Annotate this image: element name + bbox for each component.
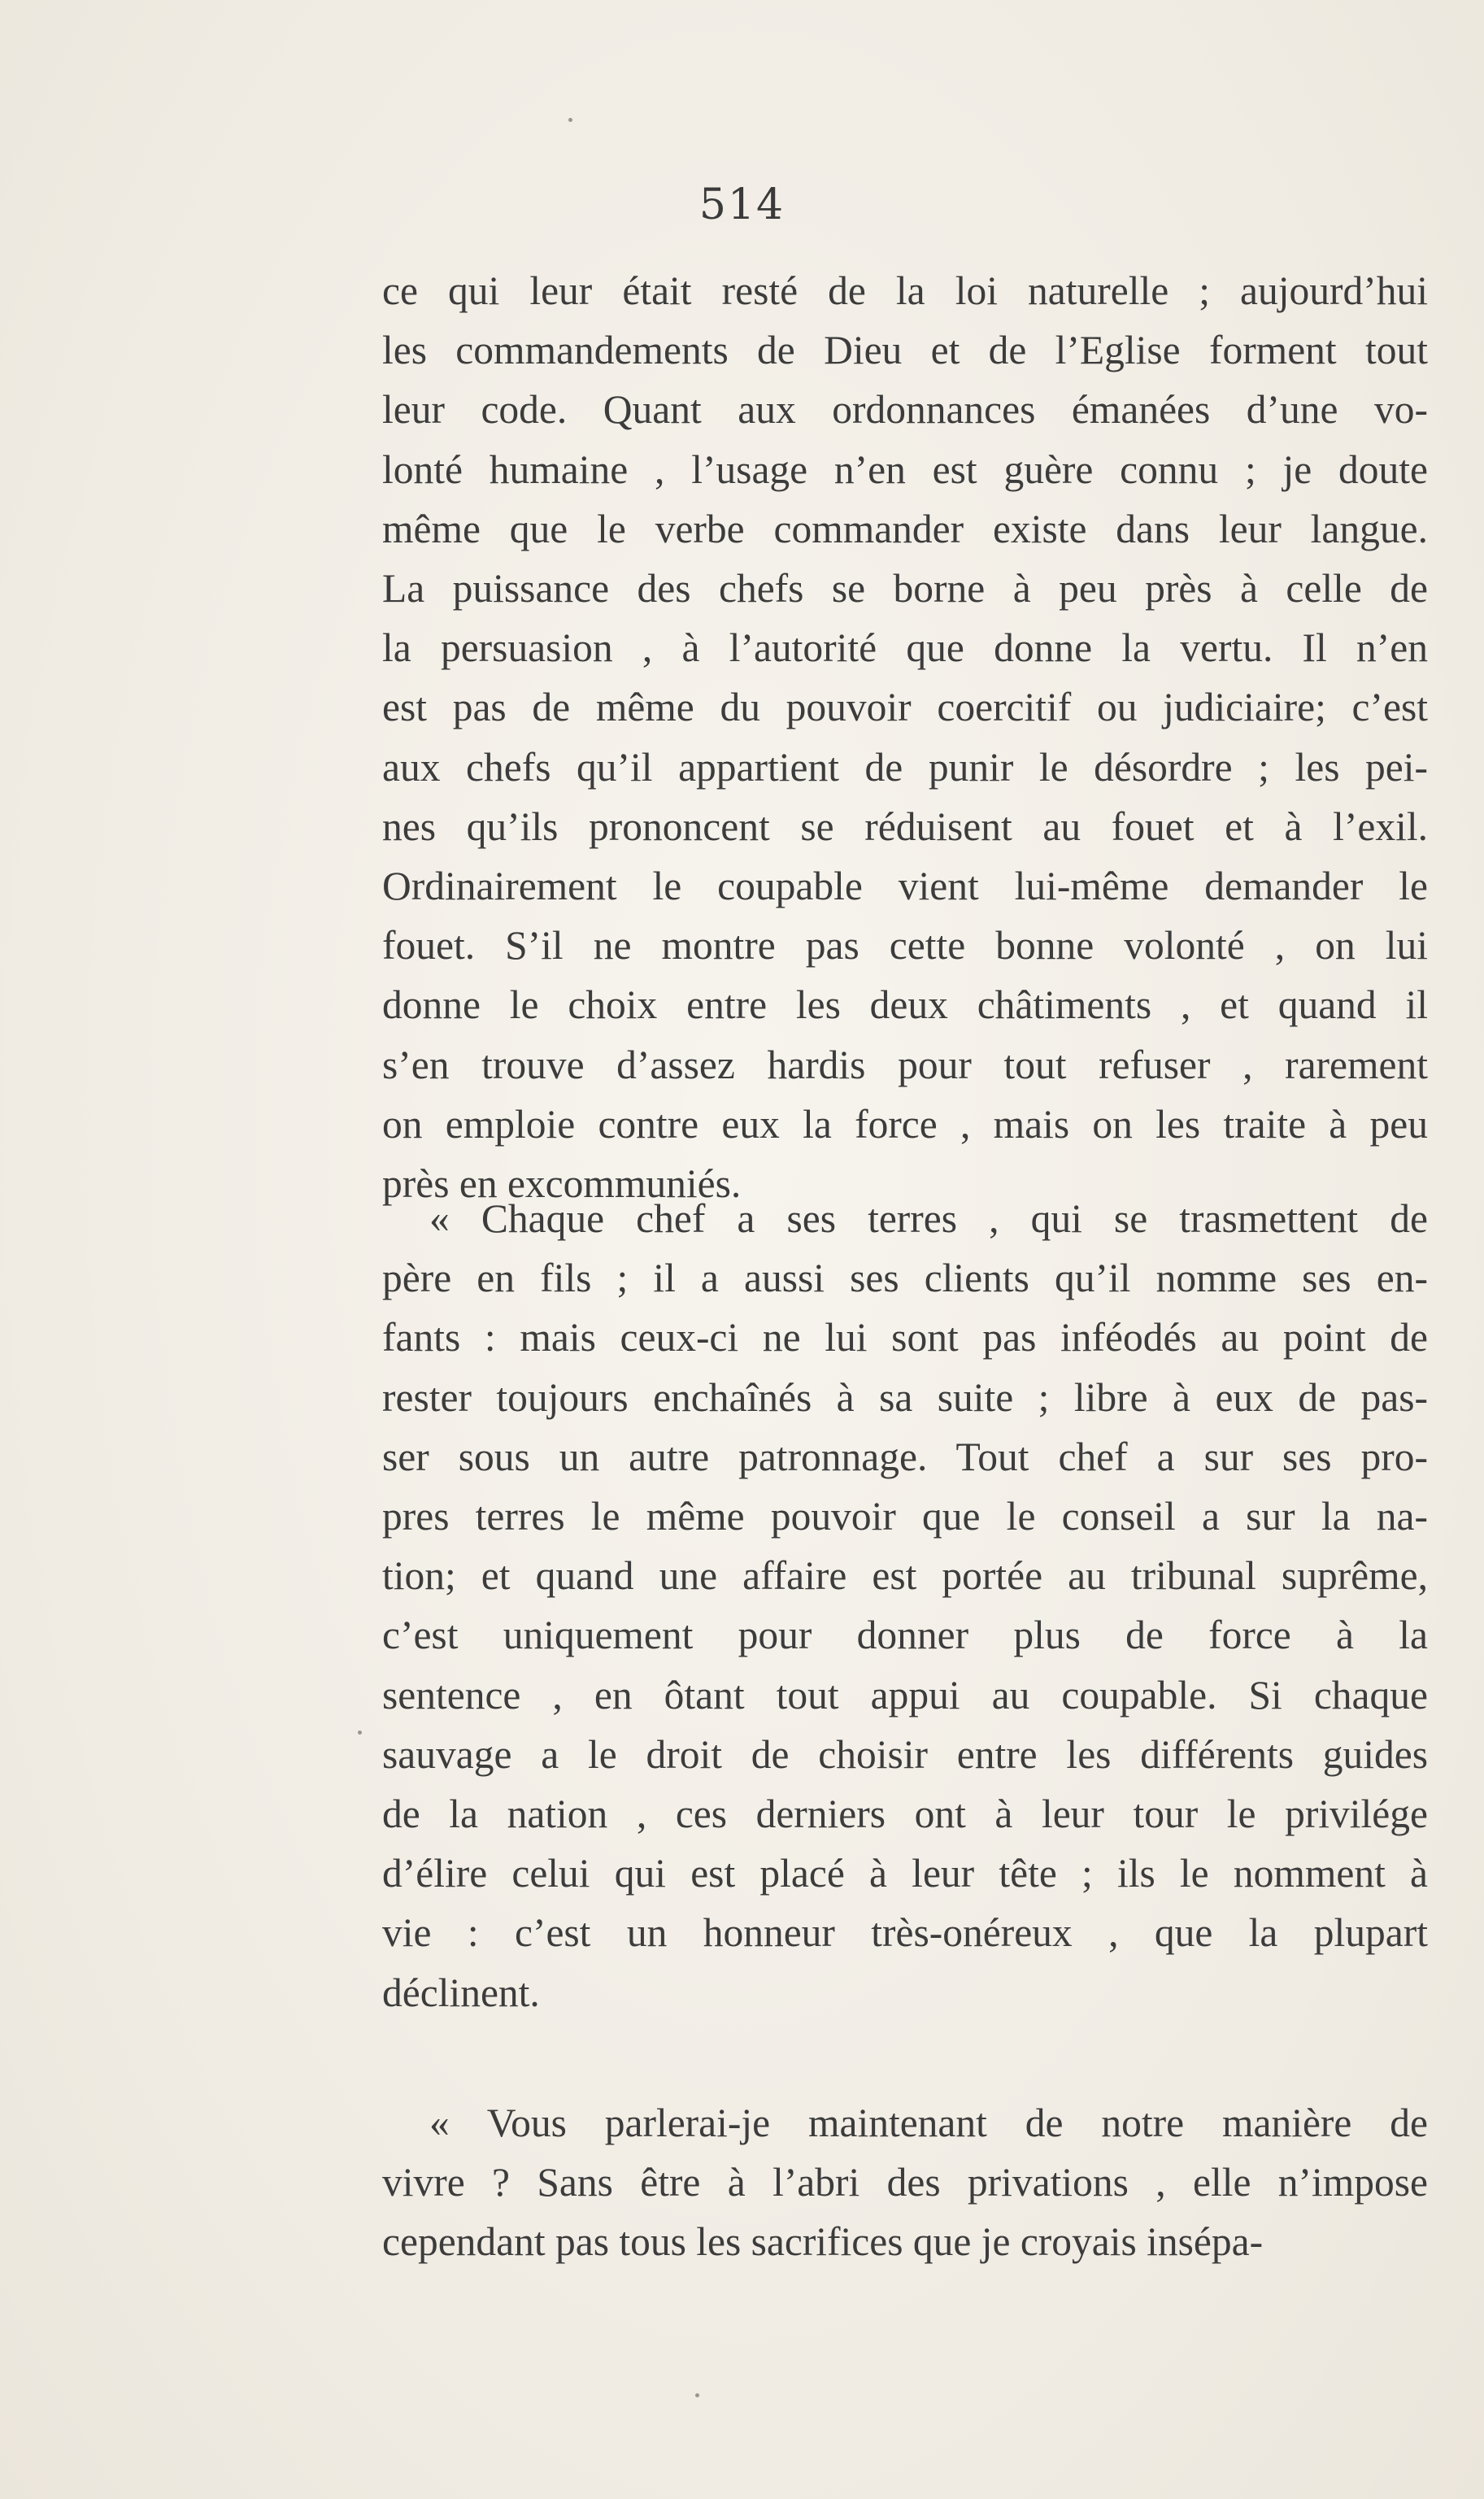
paragraph-3 [382, 2093, 1428, 2272]
text-line: vie : c’est un honneur très-onéreux , que la plupart [382, 1910, 1428, 1956]
paper-speck [358, 1731, 362, 1735]
text-line: pres terres le même pouvoir que le conseil a sur la na- [382, 1494, 1428, 1539]
text-line: sentence , en ôtant tout appui au coupable. Si chaque [382, 1672, 1428, 1718]
text-line: la persuasion , à l’autorité que donne la vertu. Il n’en [382, 625, 1428, 671]
text-line: c’est uniquement pour donner plus de force à la [382, 1613, 1428, 1658]
text-line: fouet. S’il ne montre pas cette bonne volonté , on lui [382, 923, 1428, 969]
text-line: « Vous parlerai-je maintenant de notre manière de [429, 2101, 1428, 2145]
text-line: donne le choix entre les deux châtiments , et quand il [382, 982, 1428, 1028]
text-line: fants : mais ceux-ci ne lui sont pas inféodés au point de [382, 1315, 1428, 1361]
text-line: de la nation , ces derniers ont à leur tour le privilége [382, 1792, 1428, 1837]
text-line: sauvage a le droit de choisir entre les différents guides [382, 1731, 1428, 1777]
text-line: même que le verbe commander existe dans leur langue. [382, 506, 1428, 551]
text-line: lonté humaine , l’usage n’en est guère connu ; je doute [382, 446, 1428, 492]
page-number: 514 [698, 181, 786, 229]
text-line: aux chefs qu’il appartient de punir le désordre ; les pei- [382, 744, 1428, 790]
text-line: La puissance des chefs se borne à peu près à celle de [382, 566, 1428, 612]
text-line: leur code. Quant aux ordonnances émanées d’une vo- [382, 387, 1428, 433]
text-line: près en excommuniés. [382, 1161, 742, 1207]
text-line: on emploie contre eux la force , mais on les traite à peu [382, 1101, 1428, 1147]
text-line: est pas de même du pouvoir coercitif ou judiciaire; c’est [382, 685, 1428, 730]
text-line: les commandements de Dieu et de l’Eglise forment tout [382, 328, 1428, 373]
text-line: nes qu’ils prononcent se réduisent au fouet et à l’exil. [382, 803, 1428, 849]
text-line: d’élire celui qui est placé à leur tête ; ils le nomment à [382, 1851, 1428, 1896]
paper-speck [695, 2393, 699, 2397]
paper-speck [568, 118, 572, 122]
text-line: ce qui leur était resté de la loi naturelle ; aujourd’hui [382, 268, 1428, 313]
text-line: tion; et quand une affaire est portée au tribunal suprême, [382, 1553, 1428, 1599]
text-line: déclinent. [382, 1970, 540, 2015]
paragraph-2 [382, 1189, 1428, 2022]
text-line: vivre ? Sans être à l’abri des privations , elle n’impose [382, 2160, 1428, 2205]
text-line: père en fils ; il a aussi ses clients qu’il nomme ses en- [382, 1256, 1428, 1301]
text-line: cependant pas tous les sacrifices que je croyais insépa- [382, 2219, 1264, 2265]
text-line: rester toujours enchaînés à sa suite ; libre à eux de pas- [382, 1374, 1428, 1420]
text-line: « Chaque chef a ses terres , qui se trasmettent de [429, 1196, 1428, 1241]
text-line: ser sous un autre patronnage. Tout chef a sur ses pro- [382, 1434, 1428, 1479]
text-line: Ordinairement le coupable vient lui-même demander le [382, 864, 1428, 909]
paragraph-1 [382, 261, 1428, 1213]
text-line: s’en trouve d’assez hardis pour tout refuser , rarement [382, 1042, 1428, 1087]
